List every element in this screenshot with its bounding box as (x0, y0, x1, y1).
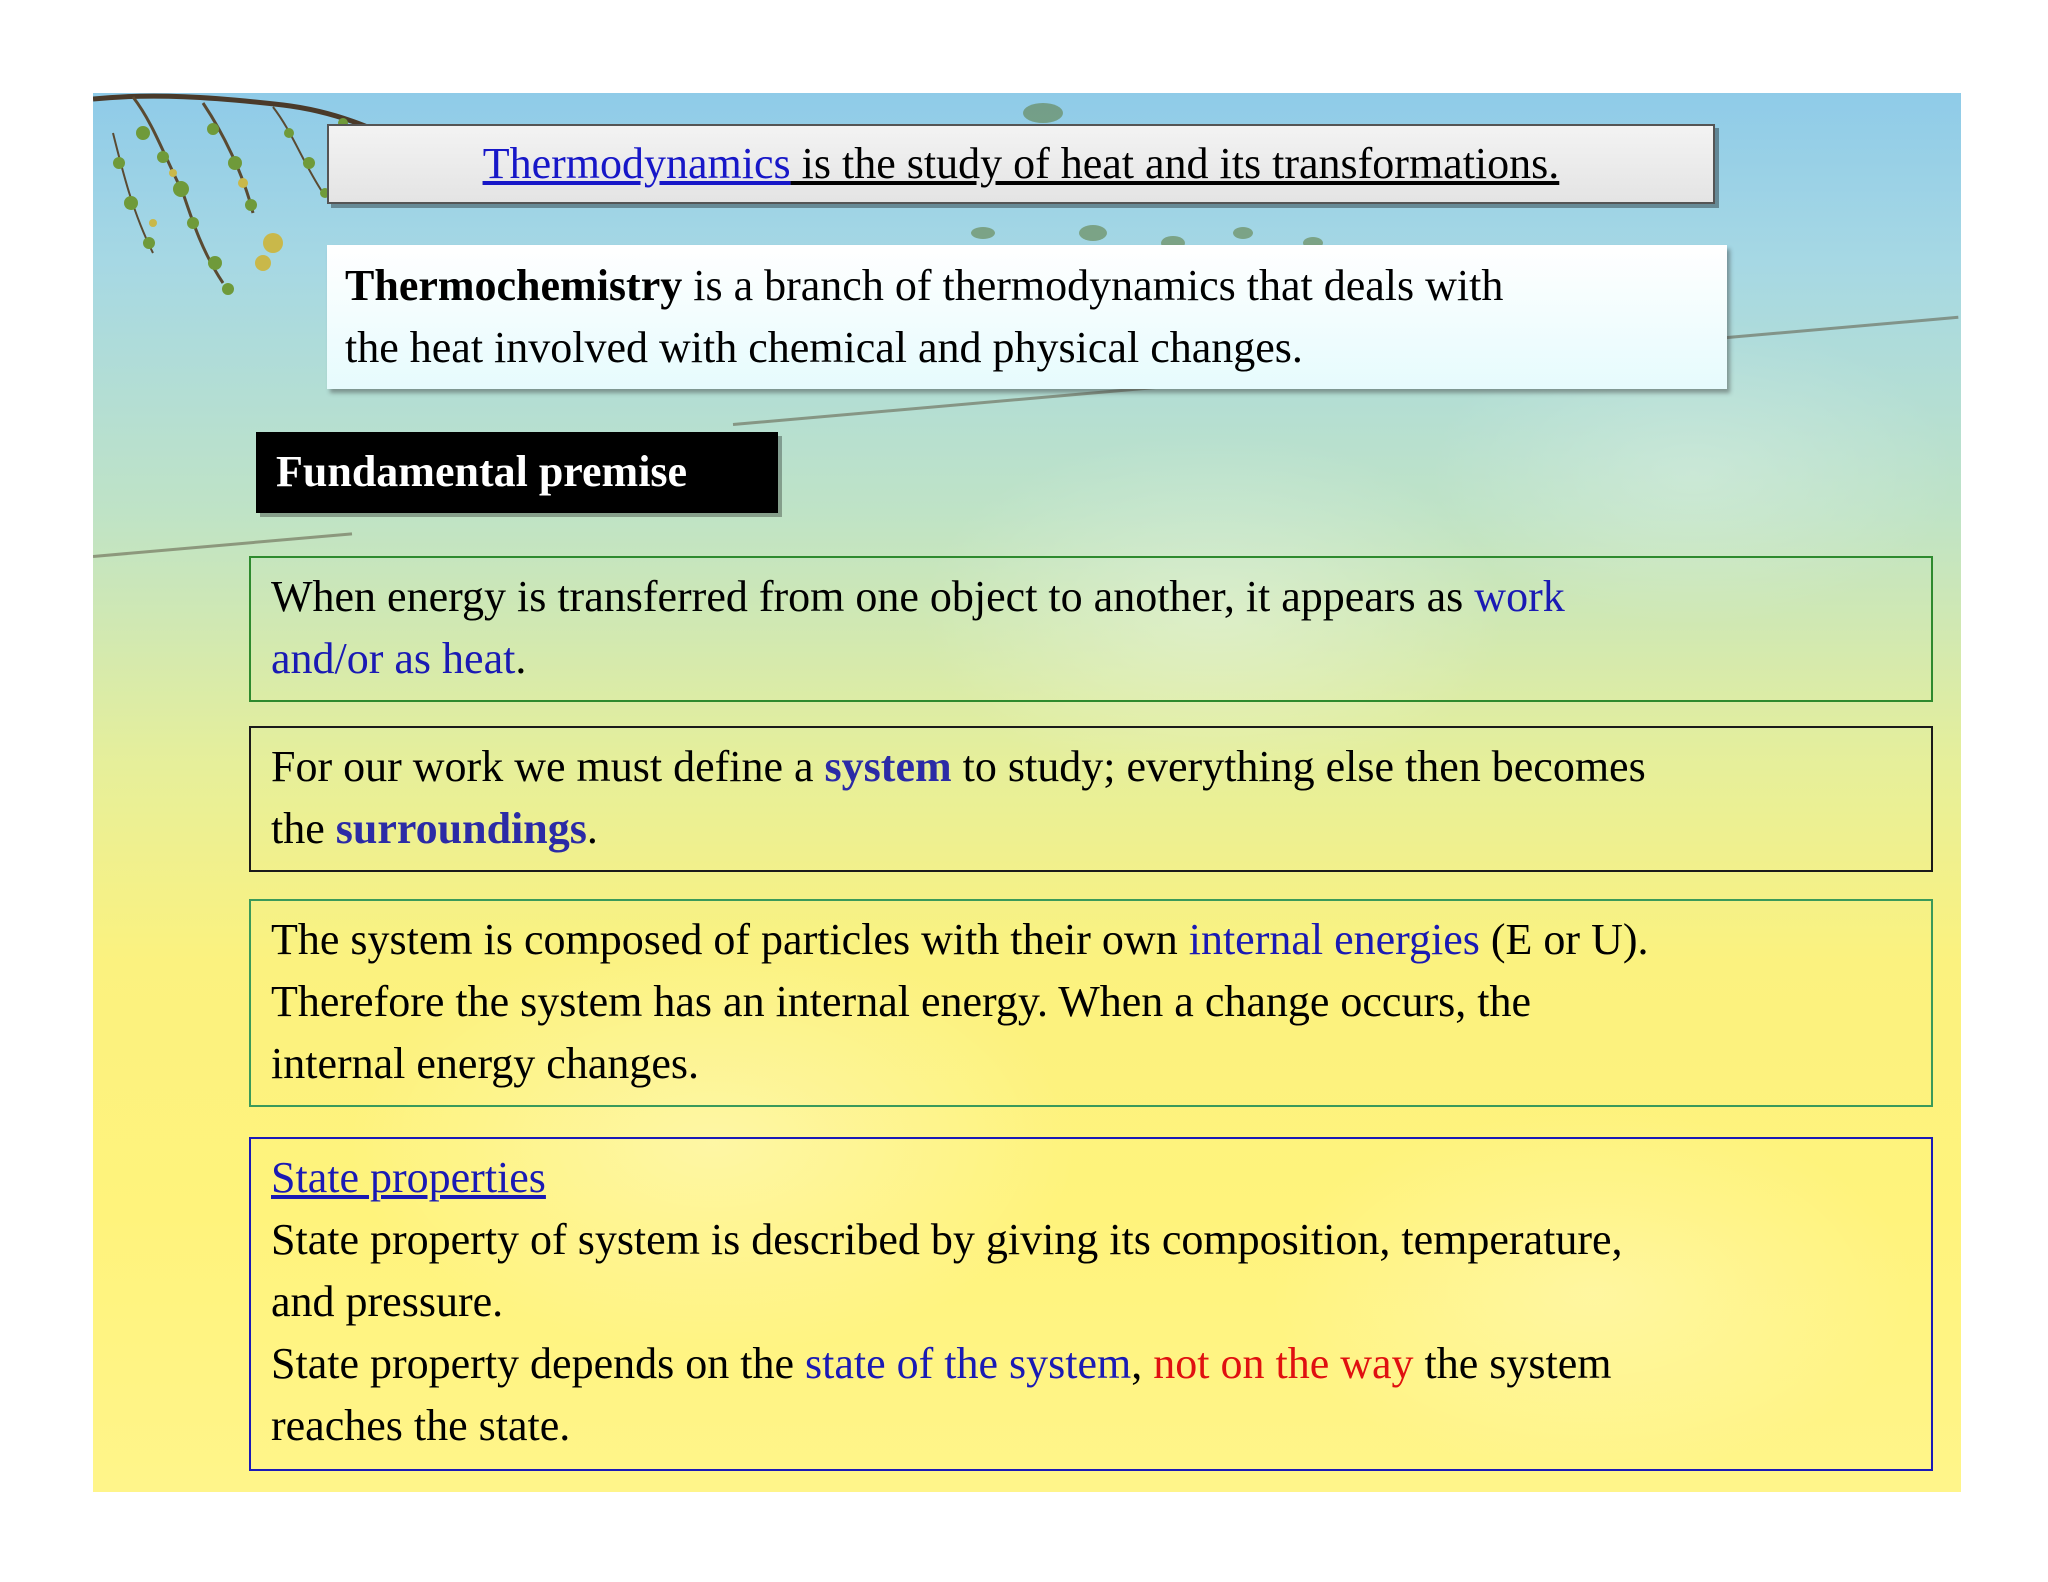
slide (93, 93, 1961, 1492)
energy-transfer-text: When energy is transferred from one object to another, it appears as (271, 572, 1475, 621)
energy-transfer-line-1 (271, 566, 1913, 628)
system-definition-panel (249, 726, 1933, 872)
system-definition-period: . (586, 804, 598, 853)
title-text: is the study of heat and its transformations. (790, 139, 1560, 188)
state-properties-panel (249, 1137, 1933, 1471)
internal-energy-text: The system is composed of particles with their own (271, 915, 1189, 964)
state-of-system-highlight: state of the system (804, 1339, 1132, 1388)
state-properties-line-1: State property of system is described by giving its composition, temperature, (271, 1215, 1623, 1264)
internal-energy-line-3: internal energy changes. (271, 1039, 700, 1088)
state-properties-comma: , (1131, 1339, 1154, 1388)
system-term: system (824, 742, 952, 791)
title-box (327, 124, 1715, 204)
system-definition-line-1 (271, 736, 1913, 798)
heat-highlight: and/or as heat (271, 634, 516, 683)
thermochemistry-definition: is a branch of thermodynamics that deals with (682, 261, 1504, 310)
energy-transfer-line-2 (271, 628, 1913, 690)
state-properties-line-3 (271, 1333, 1913, 1395)
system-definition-the: the (271, 804, 336, 853)
internal-energy-line-2: Therefore the system has an internal energy. When a change occurs, the (271, 977, 1531, 1026)
internal-energy-line-1 (271, 909, 1913, 971)
internal-energy-panel (249, 899, 1933, 1107)
thermochemistry-box (327, 245, 1727, 389)
state-properties-line-2: and pressure. (271, 1277, 504, 1326)
system-definition-text-2: to study; everything else then becomes (951, 742, 1646, 791)
energy-transfer-panel (249, 556, 1933, 702)
state-properties-text-2: the system (1413, 1339, 1612, 1388)
state-properties-line-4: reaches the state. (271, 1401, 571, 1450)
thermodynamics-link[interactable]: Thermodynamics (482, 139, 791, 188)
energy-transfer-period: . (515, 634, 527, 683)
state-properties-heading[interactable]: State properties (271, 1153, 546, 1202)
internal-energies-highlight: internal energies (1188, 915, 1480, 964)
thermochemistry-term: Thermochemistry (345, 261, 683, 310)
not-on-the-way-highlight: not on the way (1153, 1339, 1414, 1388)
system-definition-line-2 (271, 798, 1913, 860)
work-highlight: work (1474, 572, 1565, 621)
system-definition-text: For our work we must define a (271, 742, 825, 791)
thermochemistry-line-1 (345, 255, 1709, 317)
state-properties-text: State property depends on the (271, 1339, 805, 1388)
thermochemistry-line-2: the heat involved with chemical and physical changes. (345, 323, 1303, 372)
internal-energy-symbols: (E or U). (1479, 915, 1649, 964)
fundamental-premise-label: Fundamental premise (256, 432, 778, 513)
surroundings-term: surroundings (335, 804, 587, 853)
wire-line-left (93, 532, 352, 558)
